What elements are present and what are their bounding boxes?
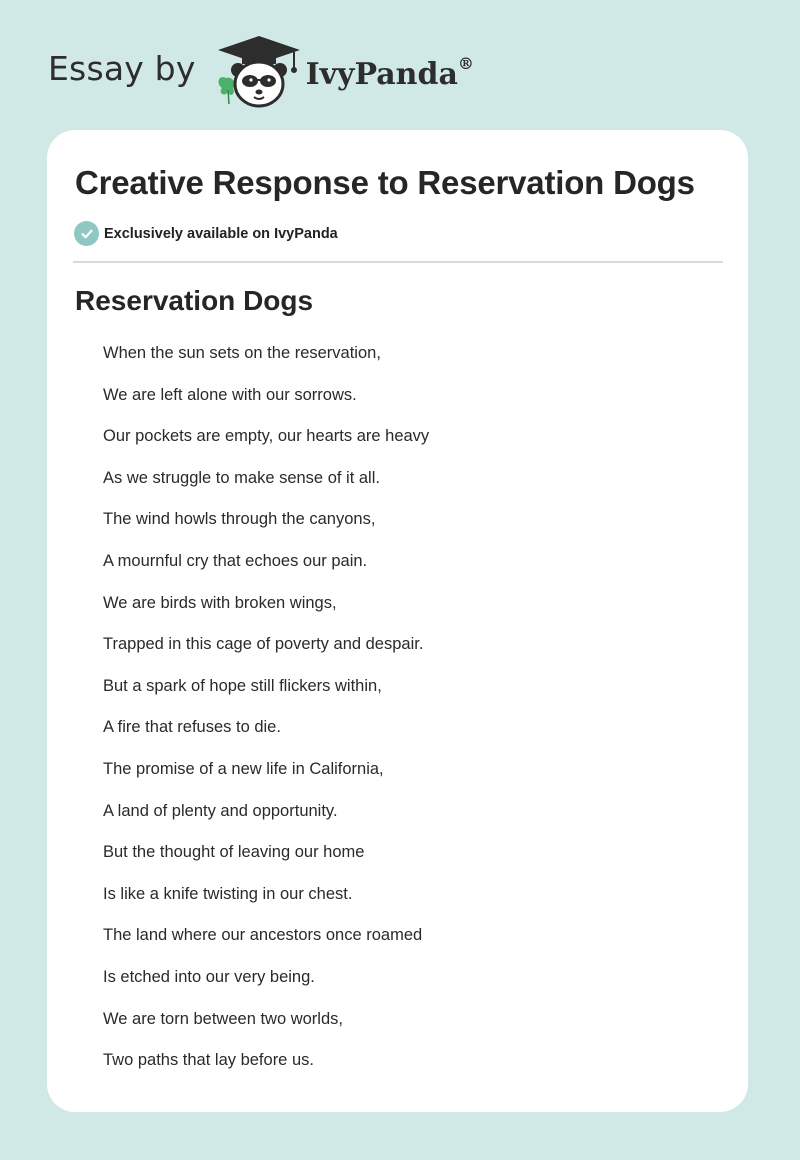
- brand-name[interactable]: [305, 53, 474, 92]
- poem-line: The promise of a new life in California,: [103, 759, 384, 778]
- essay-title: Creative Response to Reservation Dogs: [75, 164, 695, 201]
- essay-by-label: Essay by: [48, 48, 196, 88]
- poem-line: Trapped in this cage of poverty and despair.: [103, 635, 424, 654]
- poem-line: But the thought of leaving our home: [103, 843, 365, 862]
- exclusive-badge: [74, 221, 338, 246]
- poem-line: As we struggle to make sense of it all.: [103, 468, 380, 487]
- poem-line: When the sun sets on the reservation,: [103, 344, 381, 362]
- poem-line: We are left alone with our sorrows.: [103, 385, 357, 404]
- check-circle-icon: [74, 221, 99, 246]
- site-header: [48, 34, 474, 110]
- poem-line: The land where our ancestors once roamed: [103, 926, 423, 945]
- exclusive-text: Exclusively available on IvyPanda: [104, 225, 338, 242]
- poem-line: Our pockets are empty, our hearts are heavy: [103, 427, 430, 446]
- poem-line: Two paths that lay before us.: [103, 1051, 314, 1070]
- poem-line: We are birds with broken wings,: [103, 593, 337, 612]
- poem-line: The wind howls through the canyons,: [103, 510, 376, 529]
- section-heading: Reservation Dogs: [75, 285, 314, 316]
- poem-line: A land of plenty and opportunity.: [103, 801, 338, 820]
- panda-logo-icon[interactable]: [214, 34, 304, 110]
- poem-lines: [103, 342, 429, 1091]
- registered-mark: ®: [457, 53, 474, 73]
- poem-line: Is etched into our very being.: [103, 967, 315, 986]
- poem-line: We are torn between two worlds,: [103, 1009, 343, 1028]
- brand-name-text: IvyPanda: [305, 56, 458, 92]
- poem-line: But a spark of hope still flickers within,: [103, 676, 382, 695]
- poem-line: A fire that refuses to die.: [103, 718, 281, 737]
- poem-line: Is like a knife twisting in our chest.: [103, 884, 353, 903]
- poem-line: A mournful cry that echoes our pain.: [103, 551, 368, 570]
- divider: [73, 261, 723, 263]
- essay-card: [47, 130, 748, 1112]
